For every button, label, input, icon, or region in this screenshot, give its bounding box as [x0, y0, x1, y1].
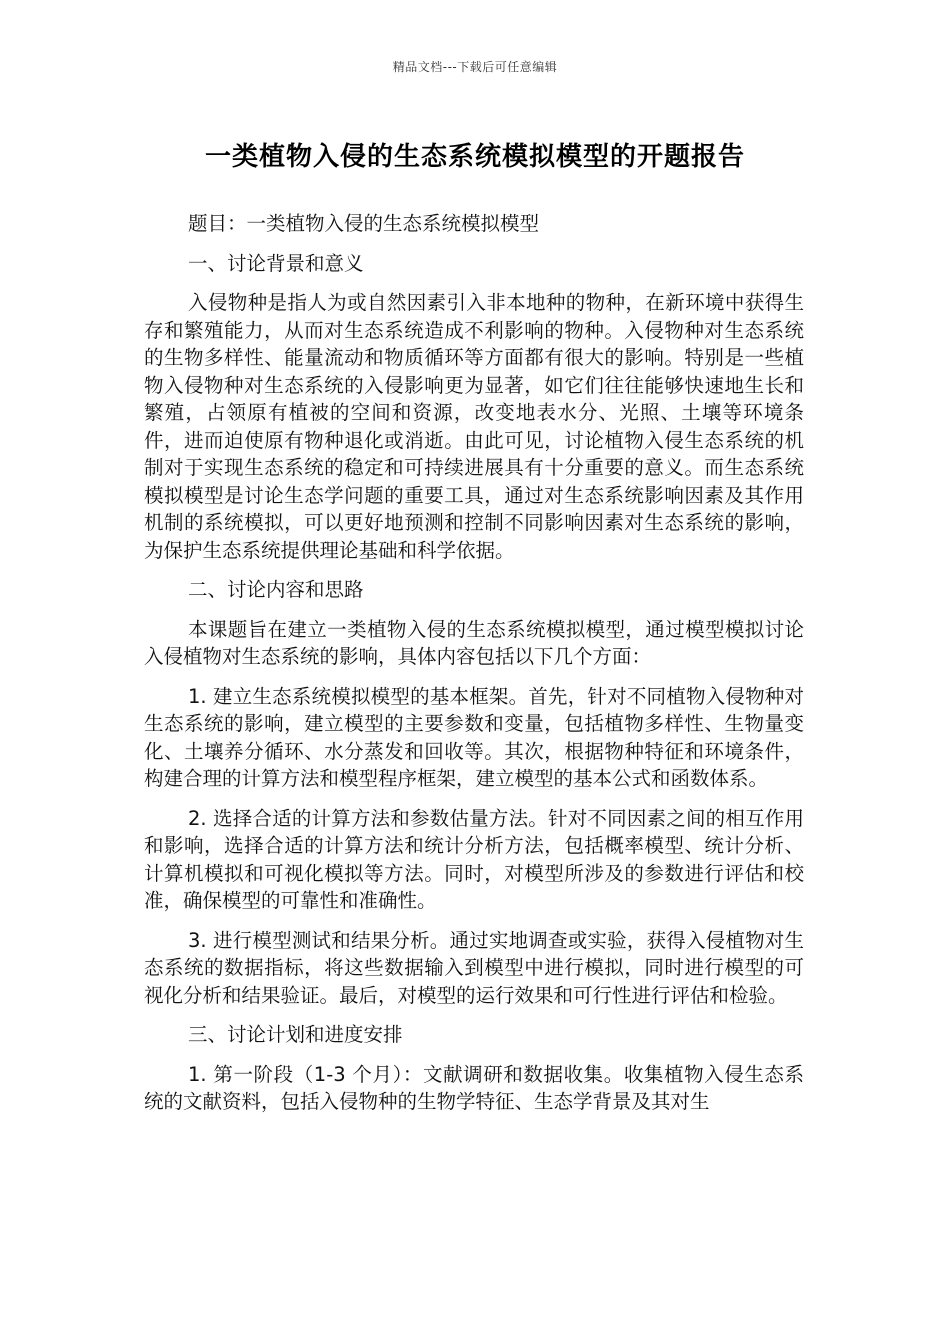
paragraph-background: 入侵物种是指人为或自然因素引入非本地种的物种，在新环境中获得生存和繁殖能力，从而对生态系统造成不利影响的物种。入侵物种对生态系统的生物多样性、能量流动和物质循环等方面都有很大的影响。特别是一些植物入侵物种对生态系统的入侵影响更为显著，如它们往往能够快速地生长和繁殖，占领原有植被的空间和资源，改变地表水分、光照、土壤等环境条件，进而迫使原有物种退化或消逝。由此可见，讨论植物入侵生态系统的机制对于实现生态系统的稳定和可持续进展具有十分重要的意义。而生态系统模拟模型是讨论生态学问题的重要工具，通过对生态系统影响因素及其作用机制的系统模拟，可以更好地预测和控制不同影响因素对生态系统的影响，为保护生态系统提供理论基础和科学依据。: [144, 291, 804, 562]
section-heading-content: 二、讨论内容和思路: [188, 578, 364, 601]
document-body: [144, 210, 804, 1128]
paragraph-content-item-2: 2. 选择合适的计算方法和参数估量方法。针对不同因素之间的相互作用和影响，选择合适的计算方法和统计分析方法，包括概率模型、统计分析、计算机模拟和可视化模拟等方法。同时，对模型所涉及的参数进行评估和校准，确保模型的可靠性和准确性。: [144, 806, 804, 912]
section-heading-plan: 三、讨论计划和进度安排: [188, 1023, 403, 1046]
paragraph-content-item-3: 3. 进行模型测试和结果分析。通过实地调查或实验，获得入侵植物对生态系统的数据指标，将这些数据输入到模型中进行模拟，同时进行模型的可视化分析和结果验证。最后，对模型的运行效果和可行性进行评估和检验。: [144, 928, 804, 1007]
page-header-watermark: 精品文档---下载后可任意编辑: [392, 60, 558, 74]
paragraph-plan-item-1: 1. 第一阶段（1-3 个月）：文献调研和数据收集。收集植物入侵生态系统的文献资料，包括入侵物种的生物学特征、生态学背景及其对生: [144, 1062, 804, 1113]
document-title: 一类植物入侵的生态系统模拟模型的开题报告: [204, 142, 745, 172]
paragraph-content-intro: 本课题旨在建立一类植物入侵的生态系统模拟模型，通过模型模拟讨论入侵植物对生态系统的影响，具体内容包括以下几个方面：: [144, 617, 804, 668]
subject-line: 题目：一类植物入侵的生态系统模拟模型: [188, 212, 540, 235]
paragraph-content-item-1: 1. 建立生态系统模拟模型的基本框架。首先，针对不同植物入侵物种对生态系统的影响，建立模型的主要参数和变量，包括植物多样性、生物量变化、土壤养分循环、水分蒸发和回收等。其次，根据物种特征和环境条件，构建合理的计算方法和模型程序框架，建立模型的基本公式和函数体系。: [144, 684, 804, 790]
section-heading-background: 一、讨论背景和意义: [188, 251, 364, 275]
